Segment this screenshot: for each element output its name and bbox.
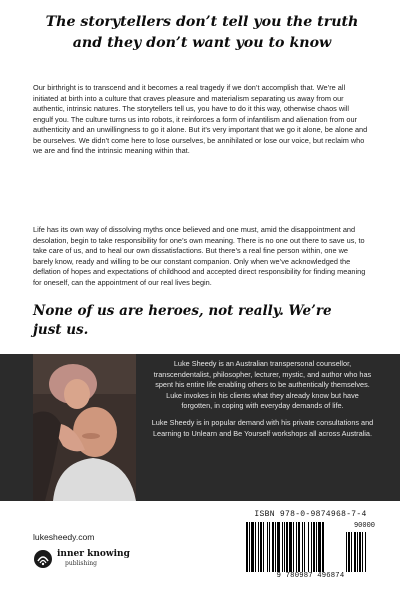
isbn-label: ISBN 978-0-9874968-7-4 bbox=[254, 510, 367, 519]
isbn-barcode bbox=[244, 510, 377, 584]
publisher-name: inner knowing bbox=[57, 549, 130, 559]
back-cover-headline: The storytellers don’t tell you the truth and they don’t want you to know bbox=[45, 14, 359, 51]
pull-quote: None of us are heroes, not really. We’re just us. bbox=[33, 303, 332, 338]
author-bio-panel bbox=[0, 354, 400, 501]
author-photo-image bbox=[33, 354, 136, 501]
body-paragraph: Our birthright is to transcend and it becomes a real tragedy if we don’t accomplish that. We’re all initiated at birth into a culture that craves pleasure and materialism separating us away from our authentic, intrinsic natures. The storytellers tell us, you have to do it this way, otherwise chaos will engulf you. The culture turns us into robots, it reinforces a form of infantilism and alienation from our authenticity and an unwillingness to go it alone. But it’s very important that we go it alone, be alone and be ourselves. We didn’t come here to lose ourselves, be annihilated or lose our voice, but reclaim who we are and find the intrinsic meaning within that. bbox=[33, 83, 368, 155]
bio-paragraph: Luke Sheedy is in popular demand with his private consultations and Learning to Unlearn and Be Yourself workshops all across Australia. bbox=[151, 417, 374, 438]
body-paragraph: Life has its own way of dissolving myths once believed and one must, amid the disappointment and desolation, begin to take responsibility for one’s own meaning. There is no one out there to save us, to take care of us, and to heal our own dissatisfactions. But there’s a real fine person within, one we barely know, ready and willing to be our constant companion. Only when we’ve acknowledged the deflation of hopes and expectations of childhood and accepted direct responsibility for finding meaning for oneself, can the appointment of our real lives begin. bbox=[33, 225, 366, 287]
bio-paragraph: Luke Sheedy is an Australian transpersonal counsellor, transcendentalist, philosopher, lecturer, mystic, and author who has spent his entire life enabling others to be authentically themselves. Luke invokes in his clients what they already know but have forgotten, in coping with everyday demands of life. bbox=[153, 359, 372, 411]
author-bio bbox=[150, 359, 375, 445]
price-code: 90000 bbox=[353, 522, 375, 530]
publisher-emblem-icon bbox=[33, 549, 53, 569]
author-website: lukesheedy.com bbox=[33, 532, 95, 542]
publisher-subtitle: publishing bbox=[65, 560, 97, 567]
publisher-logo bbox=[33, 548, 130, 570]
barcode-digits: 9 780987 496874 bbox=[276, 572, 345, 580]
author-photo bbox=[33, 354, 136, 501]
